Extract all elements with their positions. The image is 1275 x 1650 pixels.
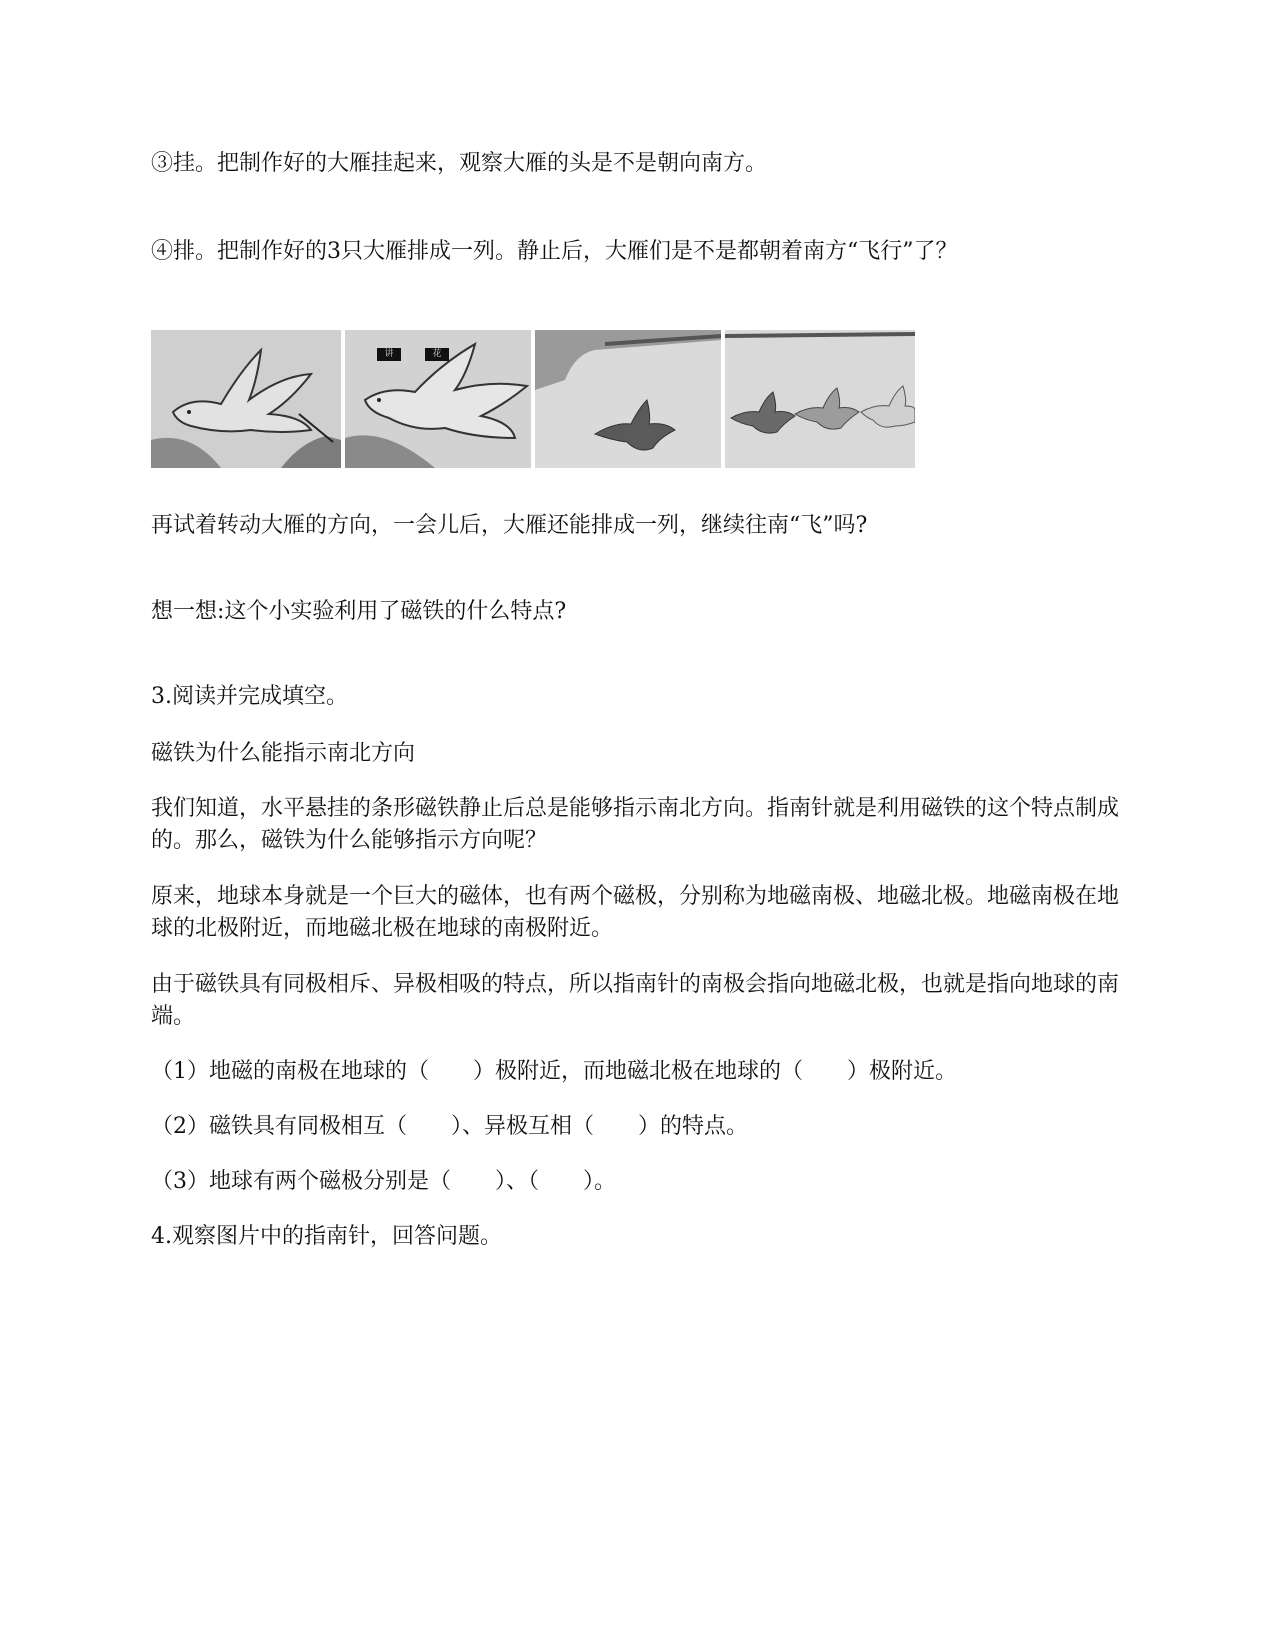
step-arrange: ④排。把制作好的3只大雁排成一列。静止后，大雁们是不是都朝着南方“飞行”了？ [151, 239, 958, 264]
magnet-label-2: 花 [425, 348, 449, 361]
fill-question-2: （2）磁铁具有同极相互（ ）、异极互相（ ）的特点。 [151, 1114, 748, 1139]
article-title: 磁铁为什么能指示南北方向 [151, 741, 416, 766]
photo-three-geese [725, 330, 915, 468]
article-paragraph-3: 由于磁铁具有同极相斥、异极相吸的特点，所以指南针的南极会指向地磁北极，也就是指向地球的南端。 [151, 972, 1120, 1029]
article-paragraph-1: 我们知道，水平悬挂的条形磁铁静止后总是能够指示南北方向。指南针就是利用磁铁的这个特点制成的。那么，磁铁为什么能够指示方向呢？ [151, 796, 1120, 853]
photo-hang-goose [535, 330, 721, 468]
rotate-question: 再试着转动大雁的方向，一会儿后，大雁还能排成一列，继续往南“飞”吗? [151, 513, 868, 538]
section4-heading: 4.观察图片中的指南针，回答问题。 [151, 1224, 502, 1249]
hanging-goose [535, 330, 721, 468]
think-question: 想一想:这个小实验利用了磁铁的什么特点? [151, 599, 567, 624]
goose-outline-drawing [151, 330, 341, 468]
section3-heading: 3.阅读并完成填空。 [151, 684, 348, 709]
article-paragraph-2: 原来，地球本身就是一个巨大的磁体，也有两个磁极，分别称为地磁南极、地磁北极。地磁南极在地球的北极附近，而地磁北极在地球的南极附近。 [151, 884, 1120, 941]
magnet-label-1: 讲 [377, 348, 401, 361]
fill-question-3: （3）地球有两个磁极分别是（ ）、（ ）。 [151, 1169, 616, 1194]
step-hang: ③挂。把制作好的大雁挂起来，观察大雁的头是不是朝向南方。 [151, 151, 768, 176]
fill-question-1: （1）地磁的南极在地球的（ ）极附近，而地磁北极在地球的（ ）极附近。 [151, 1059, 957, 1084]
three-geese-row [725, 330, 915, 468]
goose-photo-strip [151, 330, 961, 470]
photo-draw-goose [151, 330, 341, 468]
